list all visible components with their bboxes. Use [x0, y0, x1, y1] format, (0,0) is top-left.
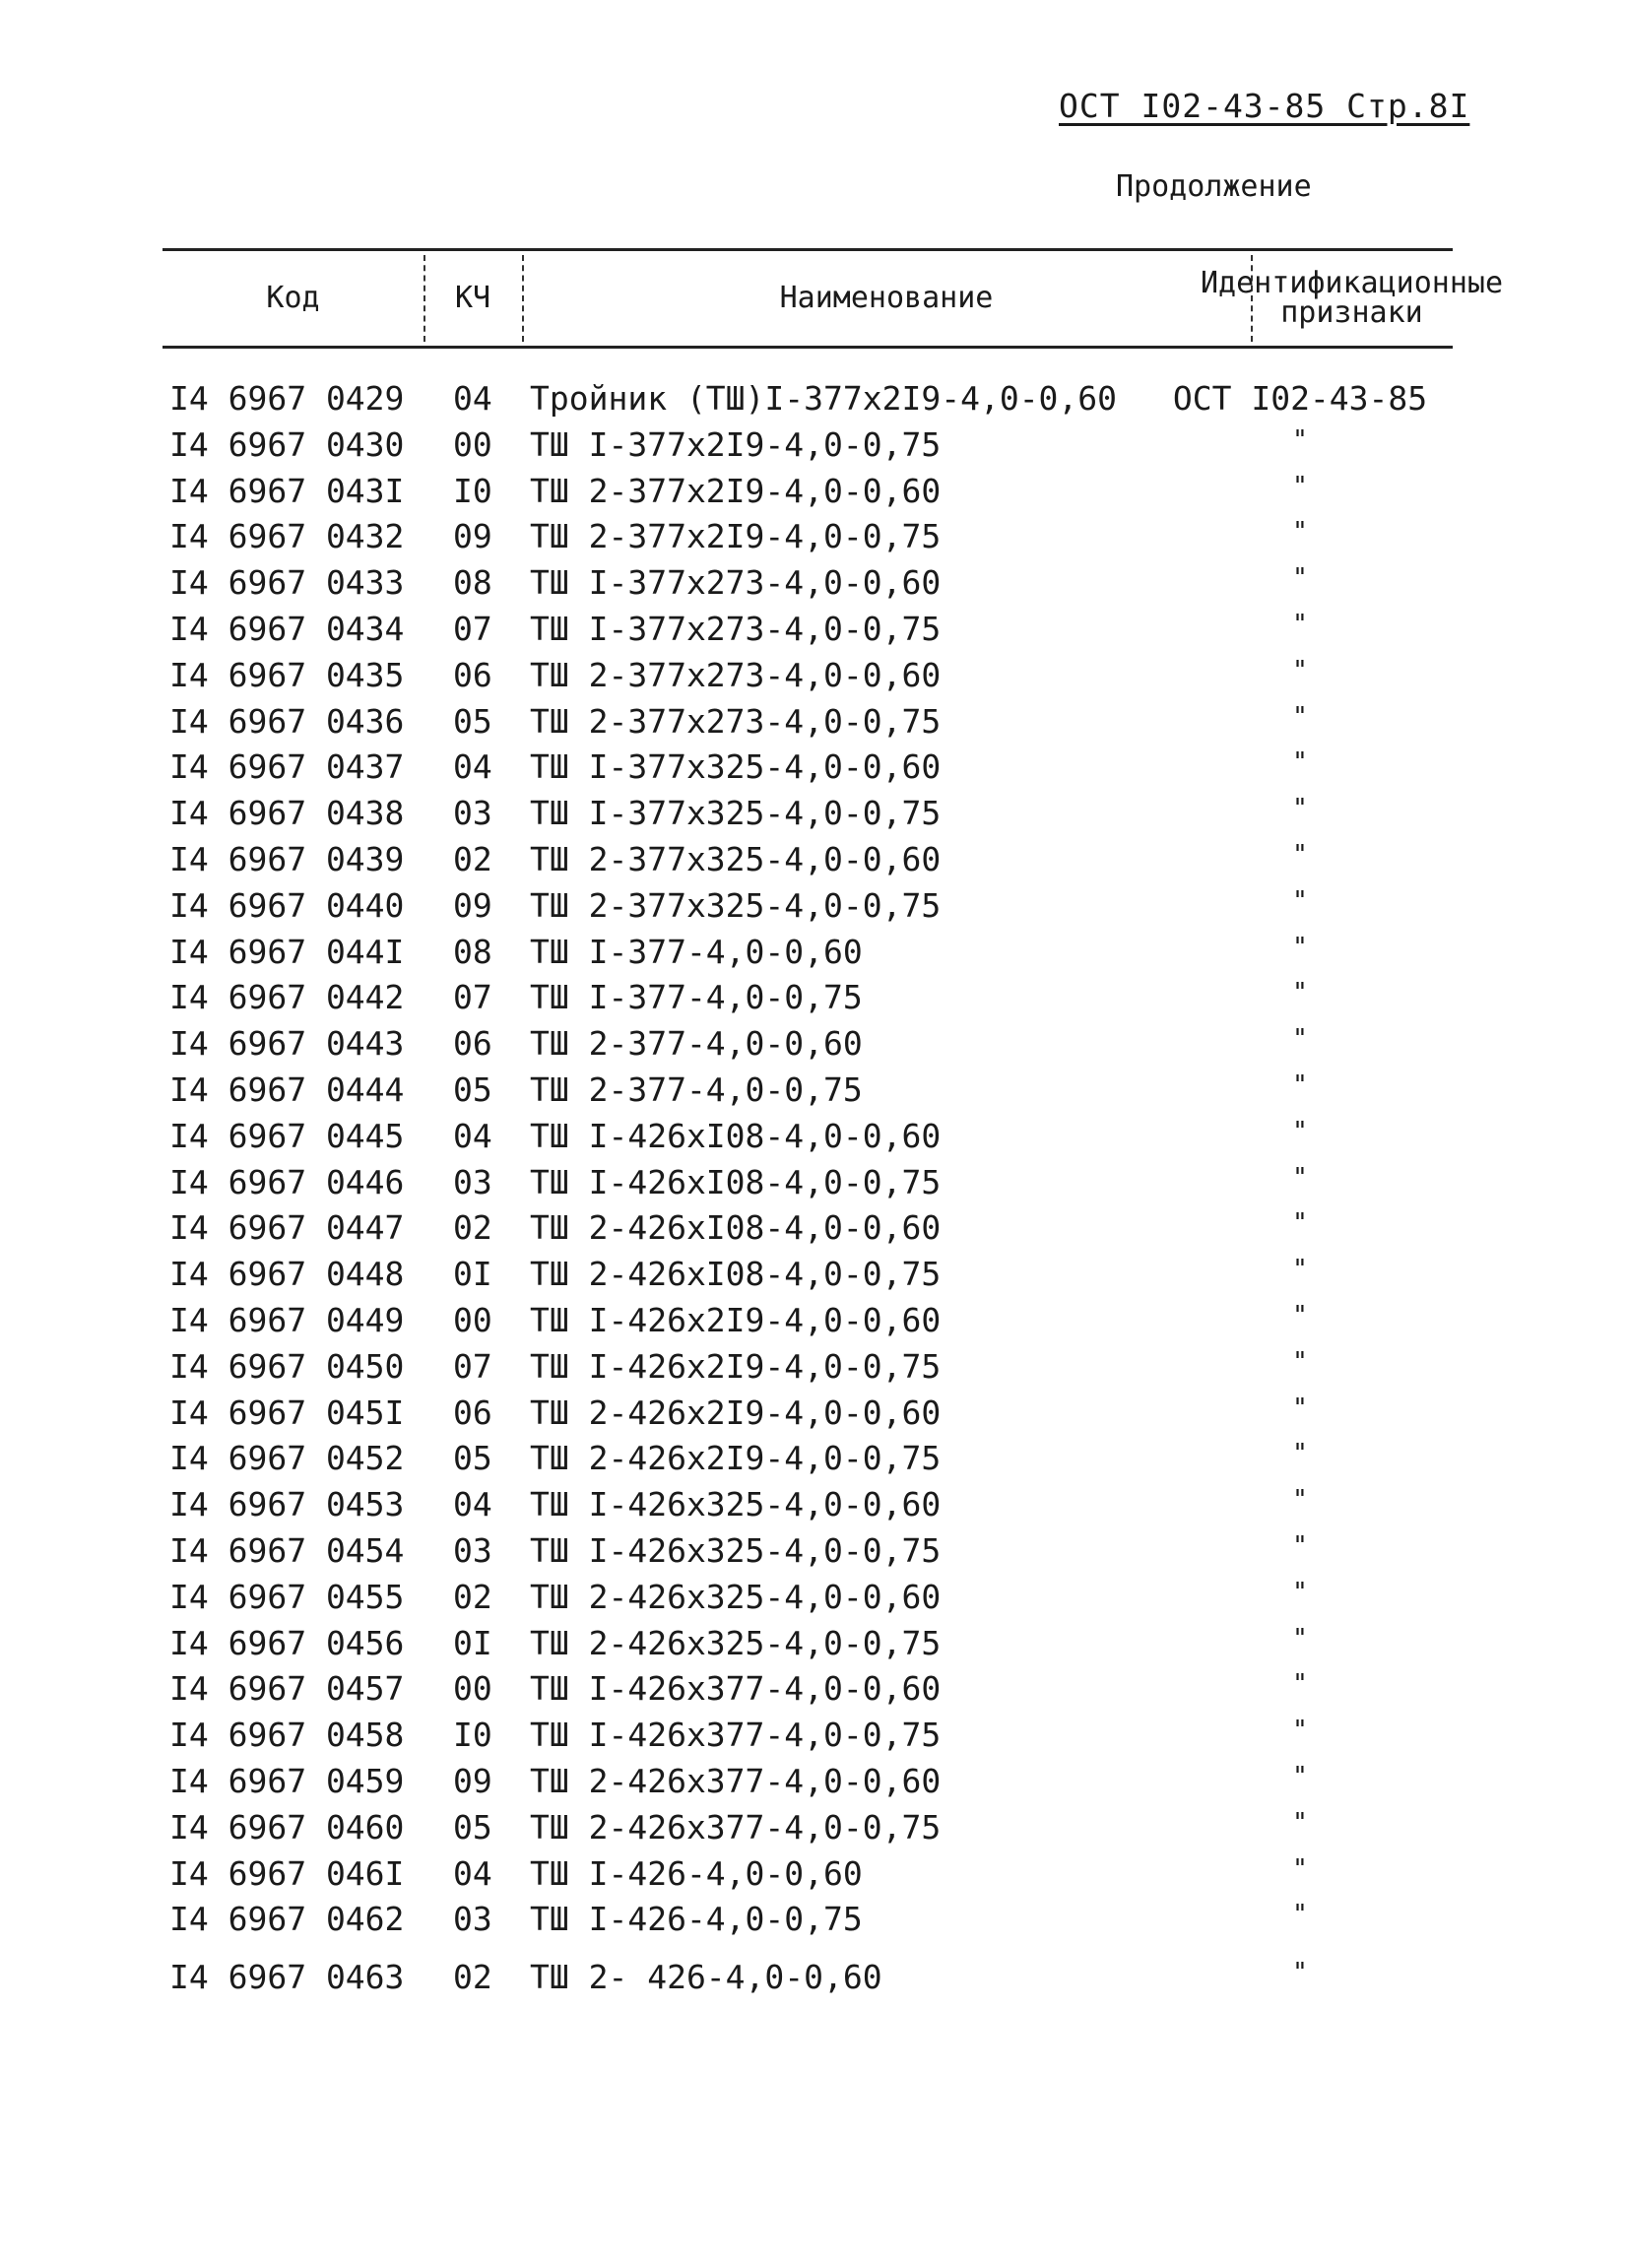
column-header-kch: КЧ [454, 281, 491, 315]
cell-name: ТШ I-426-4,0-0,75 [530, 1900, 863, 1939]
cell-kch: 02 [453, 1208, 492, 1248]
cell-name: ТШ 2-377x273-4,0-0,75 [530, 701, 942, 741]
cell-kch: 02 [453, 1577, 492, 1616]
cell-code: I4 6967 0430 [169, 424, 405, 464]
cell-ident: " [1292, 794, 1308, 824]
cell-name: Тройник (ТШ)I-377x2I9-4,0-0,60 [530, 379, 1118, 418]
cell-name: ТШ 2- 426-4,0-0,60 [530, 1958, 882, 1997]
cell-kch: 02 [453, 1958, 492, 1997]
cell-ident: " [1292, 1807, 1308, 1838]
cell-kch: 0I [453, 1255, 492, 1294]
cell-ident: " [1292, 1116, 1308, 1146]
cell-code: I4 6967 0449 [169, 1301, 405, 1339]
cell-code: I4 6967 0437 [169, 747, 405, 787]
cell-name: ТШ I-426x325-4,0-0,60 [530, 1485, 942, 1524]
cell-kch: 00 [453, 424, 492, 464]
cell-kch: 07 [453, 610, 492, 648]
cell-ident: " [1292, 610, 1308, 639]
cell-name: ТШ I-377-4,0-0,75 [530, 978, 863, 1017]
cell-ident: " [1292, 1900, 1308, 1930]
cell-ident: " [1292, 1669, 1308, 1700]
cell-name: ТШ 2-377x325-4,0-0,75 [530, 885, 942, 925]
table-row [0, 1485, 1628, 1531]
cell-ident: " [1292, 978, 1308, 1008]
cell-kch: 00 [453, 1301, 492, 1339]
table-row [0, 1624, 1628, 1670]
cell-kch: 05 [453, 701, 492, 741]
cell-code: I4 6967 0459 [169, 1762, 405, 1800]
cell-code: I4 6967 0448 [169, 1255, 405, 1294]
cell-name: ТШ I-426x2I9-4,0-0,75 [530, 1346, 942, 1386]
table-row [0, 1208, 1628, 1255]
cell-kch: 03 [453, 1531, 492, 1570]
cell-kch: 06 [453, 655, 492, 694]
table-row [0, 1958, 1628, 2004]
cell-kch: 08 [453, 563, 492, 603]
cell-code: I4 6967 0455 [169, 1577, 405, 1616]
cell-ident: " [1292, 1716, 1308, 1746]
cell-name: ТШ 2-426x2I9-4,0-0,75 [530, 1439, 942, 1478]
cell-code: I4 6967 0446 [169, 1162, 405, 1201]
cell-kch: 0I [453, 1623, 492, 1662]
cell-kch: 09 [453, 885, 492, 925]
cell-code: I4 6967 0452 [169, 1439, 405, 1478]
table-row [0, 978, 1628, 1024]
cell-name: ТШ 2-426x377-4,0-0,60 [530, 1762, 942, 1800]
cell-name: ТШ 2-377x2I9-4,0-0,60 [530, 471, 942, 510]
cell-ident: " [1292, 1762, 1308, 1791]
cell-kch: 00 [453, 1669, 492, 1709]
cell-name: ТШ 2-377-4,0-0,75 [530, 1070, 863, 1109]
cell-kch: 05 [453, 1439, 492, 1478]
table-row [0, 1716, 1628, 1762]
cell-name: ТШ I-377-4,0-0,60 [530, 932, 863, 971]
column-header-ident: Идентификационные признаки [1200, 266, 1504, 330]
cell-name: ТШ I-377x325-4,0-0,75 [530, 794, 942, 833]
cell-kch: 02 [453, 840, 492, 878]
cell-name: ТШ I-426xI08-4,0-0,75 [530, 1162, 942, 1201]
table-row [0, 840, 1628, 886]
table-row [0, 1347, 1628, 1393]
cell-kch: 04 [453, 1853, 492, 1893]
cell-code: I4 6967 0457 [169, 1669, 405, 1709]
cell-ident: " [1292, 885, 1308, 916]
cell-ident: " [1292, 747, 1308, 778]
table-row [0, 610, 1628, 656]
cell-code: I4 6967 0435 [169, 655, 405, 694]
cell-name: ТШ 2-377-4,0-0,60 [530, 1024, 863, 1064]
cell-ident: " [1292, 1623, 1308, 1653]
table-row [0, 656, 1628, 702]
cell-code: I4 6967 0440 [169, 885, 405, 925]
table-row [0, 1301, 1628, 1347]
cell-code: I4 6967 0462 [169, 1900, 405, 1939]
continuation-label: Продолжение [1116, 169, 1312, 204]
cell-kch: 03 [453, 1162, 492, 1201]
cell-name: ТШ 2-426x2I9-4,0-0,60 [530, 1393, 942, 1432]
cell-ident: " [1292, 1531, 1308, 1561]
cell-ident: " [1292, 471, 1308, 501]
cell-ident: " [1292, 424, 1308, 455]
column-header-code: Код [266, 281, 320, 315]
cell-code: I4 6967 0438 [169, 794, 405, 833]
cell-ident: " [1292, 840, 1308, 870]
cell-name: ТШ I-377x325-4,0-0,60 [530, 747, 942, 787]
cell-code: I4 6967 0433 [169, 563, 405, 603]
cell-name: ТШ I-377x2I9-4,0-0,75 [530, 424, 942, 464]
cell-kch: 06 [453, 1024, 492, 1064]
table-row [0, 1117, 1628, 1163]
cell-code: I4 6967 046I [169, 1853, 405, 1893]
cell-ident: " [1292, 1208, 1308, 1239]
cell-kch: I0 [453, 1716, 492, 1755]
table-row [0, 886, 1628, 933]
cell-kch: 05 [453, 1807, 492, 1847]
cell-name: ТШ I-426x325-4,0-0,75 [530, 1531, 942, 1570]
cell-ident: " [1292, 1024, 1308, 1055]
cell-code: I4 6967 0436 [169, 701, 405, 741]
table-row [0, 1762, 1628, 1808]
table-row [0, 747, 1628, 794]
table-row [0, 1024, 1628, 1070]
cell-ident: ОСТ I02-43-85 [1172, 379, 1428, 418]
cell-kch: 09 [453, 1762, 492, 1800]
cell-ident: " [1292, 1393, 1308, 1423]
cell-kch: 03 [453, 794, 492, 833]
cell-code: I4 6967 0450 [169, 1346, 405, 1386]
table-row [0, 1900, 1628, 1946]
cell-name: ТШ I-426x2I9-4,0-0,60 [530, 1301, 942, 1339]
cell-kch: 07 [453, 978, 492, 1017]
cell-kch: 05 [453, 1070, 492, 1109]
cell-code: I4 6967 0432 [169, 517, 405, 556]
cell-code: I4 6967 043I [169, 471, 405, 510]
table-row [0, 1854, 1628, 1901]
table-row [0, 1070, 1628, 1117]
table-row [0, 517, 1628, 563]
cell-code: I4 6967 0458 [169, 1716, 405, 1755]
cell-name: ТШ 2-426x325-4,0-0,75 [530, 1623, 942, 1662]
column-header-name: Наименование [779, 281, 994, 315]
cell-name: ТШ 2-377x2I9-4,0-0,75 [530, 517, 942, 556]
table-row [0, 702, 1628, 748]
cell-code: I4 6967 045I [169, 1393, 405, 1432]
cell-ident: " [1292, 1577, 1308, 1607]
cell-kch: 08 [453, 932, 492, 971]
cell-ident: " [1292, 517, 1308, 548]
cell-ident: " [1292, 701, 1308, 732]
cell-name: ТШ 2-377x325-4,0-0,60 [530, 840, 942, 878]
table-row [0, 425, 1628, 472]
cell-ident: " [1292, 1255, 1308, 1285]
cell-ident: " [1292, 563, 1308, 594]
cell-kch: 03 [453, 1900, 492, 1939]
cell-ident: " [1292, 932, 1308, 962]
cell-kch: 04 [453, 1116, 492, 1155]
cell-ident: " [1292, 655, 1308, 685]
cell-code: I4 6967 0434 [169, 610, 405, 648]
table-row [0, 1255, 1628, 1301]
table-row [0, 1163, 1628, 1209]
cell-kch: 06 [453, 1393, 492, 1432]
cell-name: ТШ I-426-4,0-0,60 [530, 1853, 863, 1893]
table-row [0, 794, 1628, 840]
cell-code: I4 6967 0429 [169, 379, 405, 418]
cell-name: ТШ 2-377x273-4,0-0,60 [530, 655, 942, 694]
cell-code: I4 6967 0444 [169, 1070, 405, 1109]
cell-code: I4 6967 0460 [169, 1807, 405, 1847]
cell-ident: " [1292, 1301, 1308, 1330]
table-row [0, 379, 1628, 425]
cell-ident: " [1292, 1853, 1308, 1884]
table-row [0, 933, 1628, 979]
cell-code: I4 6967 0454 [169, 1531, 405, 1570]
table-row [0, 1531, 1628, 1578]
page-header-reference: ОСТ I02-43-85 Стр.8I [1059, 87, 1470, 125]
cell-name: ТШ 2-426x325-4,0-0,60 [530, 1577, 942, 1616]
cell-kch: 07 [453, 1346, 492, 1386]
table-row [0, 1393, 1628, 1440]
cell-kch: 04 [453, 1485, 492, 1524]
table-header [163, 248, 1504, 349]
cell-code: I4 6967 0453 [169, 1485, 405, 1524]
cell-name: ТШ 2-426xI08-4,0-0,60 [530, 1208, 942, 1248]
cell-name: ТШ I-426x377-4,0-0,60 [530, 1669, 942, 1709]
cell-kch: 09 [453, 517, 492, 556]
table-row [0, 472, 1628, 518]
cell-code: I4 6967 0439 [169, 840, 405, 878]
cell-code: I4 6967 0445 [169, 1116, 405, 1155]
cell-code: I4 6967 0456 [169, 1623, 405, 1662]
cell-kch: 04 [453, 747, 492, 787]
cell-name: ТШ I-377x273-4,0-0,75 [530, 610, 942, 648]
cell-ident: " [1292, 1070, 1308, 1100]
table-row [0, 1669, 1628, 1716]
cell-ident: " [1292, 1485, 1308, 1516]
cell-ident: " [1292, 1439, 1308, 1469]
table-row [0, 1808, 1628, 1854]
cell-code: I4 6967 044I [169, 932, 405, 971]
table-row [0, 1439, 1628, 1485]
cell-ident: " [1292, 1958, 1308, 1988]
cell-kch: I0 [453, 471, 492, 510]
cell-name: ТШ I-426xI08-4,0-0,60 [530, 1116, 942, 1155]
cell-name: ТШ 2-426xI08-4,0-0,75 [530, 1255, 942, 1294]
cell-name: ТШ I-377x273-4,0-0,60 [530, 563, 942, 603]
cell-ident: " [1292, 1346, 1308, 1377]
cell-kch: 04 [453, 379, 492, 418]
cell-code: I4 6967 0463 [169, 1958, 405, 1997]
cell-name: ТШ I-426x377-4,0-0,75 [530, 1716, 942, 1755]
cell-name: ТШ 2-426x377-4,0-0,75 [530, 1807, 942, 1847]
cell-code: I4 6967 0443 [169, 1024, 405, 1064]
table-row [0, 563, 1628, 610]
table-row [0, 1578, 1628, 1624]
cell-code: I4 6967 0442 [169, 978, 405, 1017]
cell-ident: " [1292, 1162, 1308, 1193]
cell-code: I4 6967 0447 [169, 1208, 405, 1248]
